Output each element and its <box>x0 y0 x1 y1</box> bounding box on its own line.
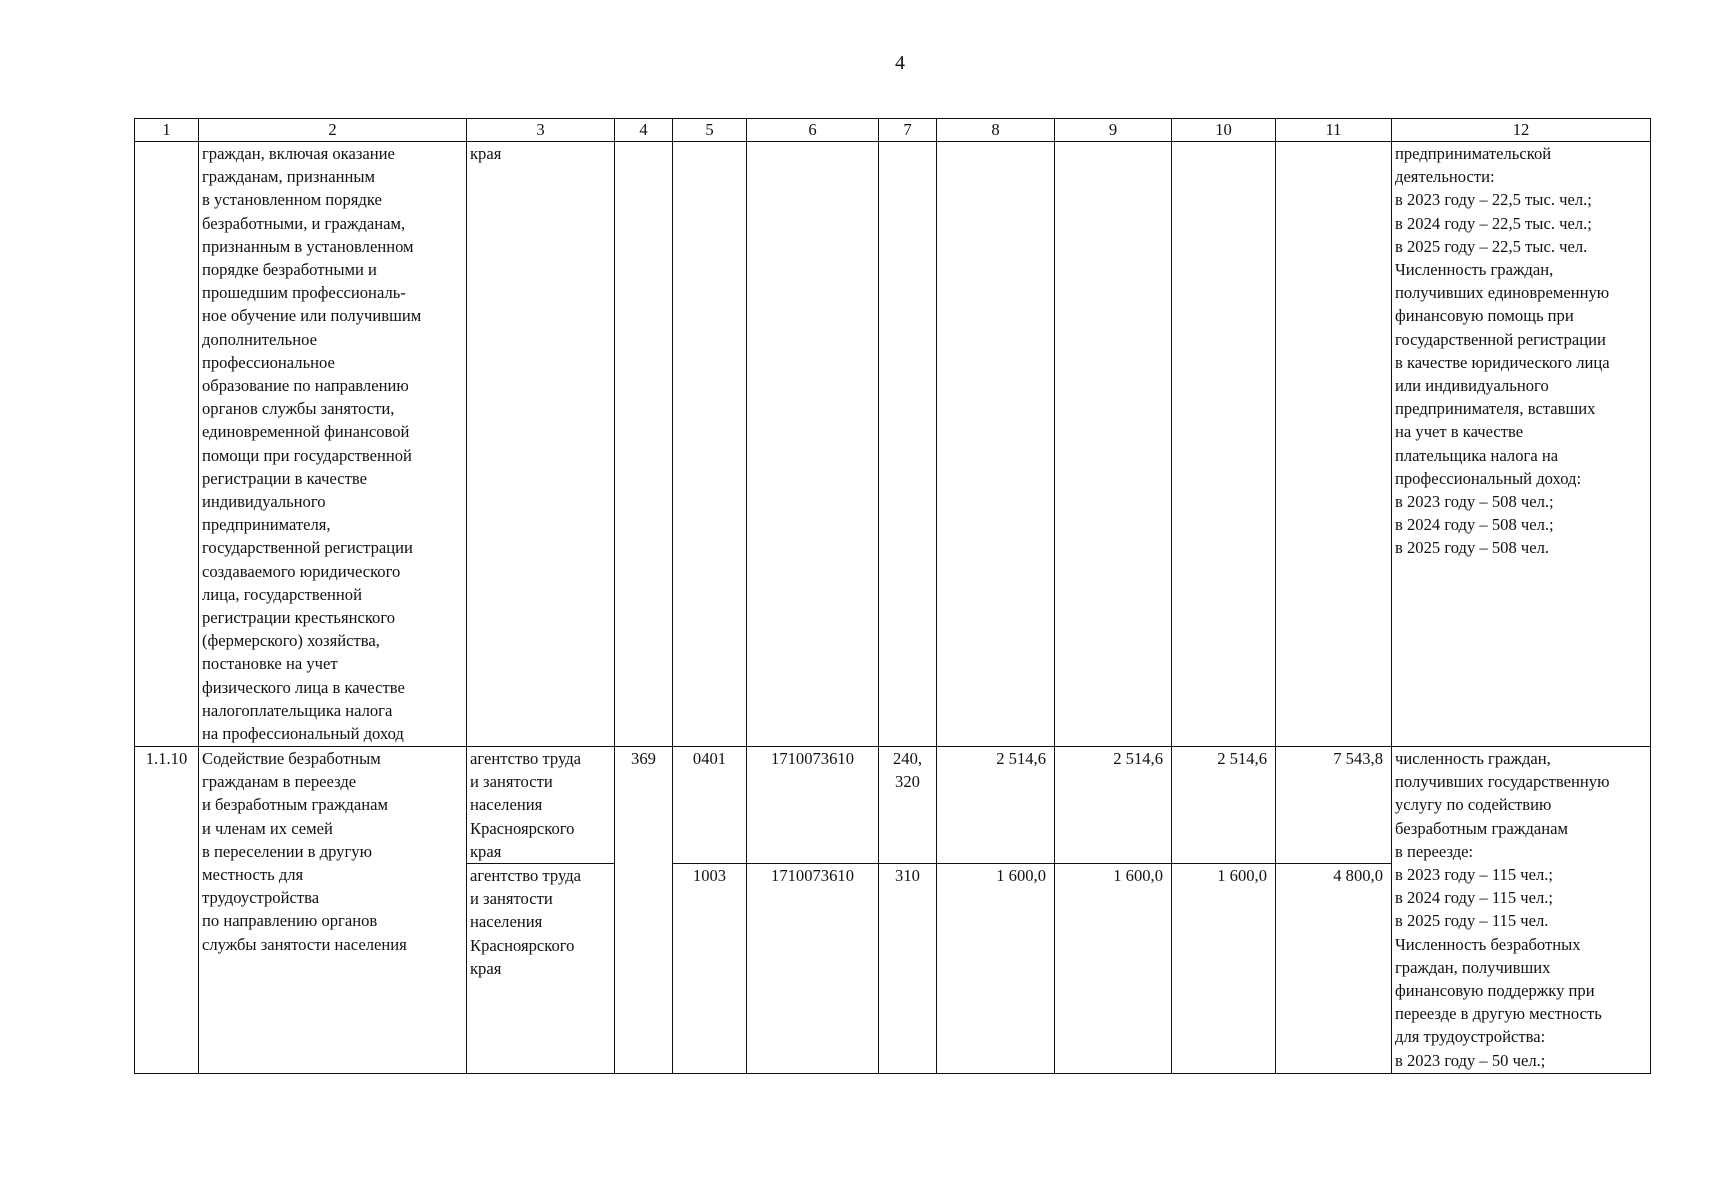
amount-2025-cell <box>1172 142 1276 747</box>
amount-2023-cell: 1 600,0 <box>937 864 1055 1074</box>
column-header: 9 <box>1055 119 1172 142</box>
vr-cell <box>879 142 937 747</box>
amount-2024-cell <box>1055 142 1172 747</box>
column-header: 11 <box>1276 119 1392 142</box>
amount-total-cell <box>1276 142 1392 747</box>
rzpr-cell: 0401 <box>673 747 747 864</box>
csr-cell: 1710073610 <box>747 747 879 864</box>
column-header: 10 <box>1172 119 1276 142</box>
measure-name-cell: граждан, включая оказание гражданам, признанным в установленном порядке безработными, и гражданам, признанным в установленном порядке безработными и прошедшим профессиональ- ное обучение или получившим дополнительное профессиональное образование по направлению органов службы занятости, единовременной финансовой помощи при государственной регистрации в качестве индивидуального предпринимателя, государственной регистрации создаваемого юридического лица, государственной регистрации крестьянского (фермерского) хозяйства, постановке на учет физического лица в качестве налогоплательщика налога на профессиональный доход <box>199 142 467 747</box>
grbs-cell: 369 <box>615 747 673 1074</box>
executor-cell: агентство труда и занятости населения Красноярского края <box>467 747 615 864</box>
measure-name-cell: Содействие безработным гражданам в переезде и безработным гражданам и членам их семей в переселении в другую местность для трудоустройства по направлению органов службы занятости населения <box>199 747 467 1074</box>
column-header: 3 <box>467 119 615 142</box>
table-row <box>135 142 1651 747</box>
csr-cell: 1710073610 <box>747 864 879 1074</box>
executor-cell: края <box>467 142 615 747</box>
budget-table <box>134 118 1651 1074</box>
amount-total-cell: 4 800,0 <box>1276 864 1392 1074</box>
amount-2024-cell: 1 600,0 <box>1055 864 1172 1074</box>
result-cell: численность граждан, получивших государственную услугу по содействию безработным гражданам в переезде: в 2023 году – 115 чел.; в 2024 году – 115 чел.; в 2025 году – 115 чел. Численность безработных граждан, получивших финансовую поддержку при переезде в другую местность для трудоустройства: в 2023 году – 50 чел.; <box>1392 747 1651 1074</box>
row-number-cell <box>135 142 199 747</box>
column-header: 5 <box>673 119 747 142</box>
executor-cell: агентство труда и занятости населения Красноярского края <box>467 864 615 1074</box>
column-header: 1 <box>135 119 199 142</box>
column-header: 12 <box>1392 119 1651 142</box>
amount-2025-cell: 2 514,6 <box>1172 747 1276 864</box>
rzpr-cell: 1003 <box>673 864 747 1074</box>
amount-2025-cell: 1 600,0 <box>1172 864 1276 1074</box>
column-header: 6 <box>747 119 879 142</box>
vr-cell: 240, 320 <box>879 747 937 864</box>
grbs-cell <box>615 142 673 747</box>
column-header: 8 <box>937 119 1055 142</box>
result-cell: предпринимательской деятельности: в 2023 году – 22,5 тыс. чел.; в 2024 году – 22,5 тыс. чел.; в 2025 году – 22,5 тыс. чел. Численность граждан, получивших единовременную финансовую помощь при государственной регистрации в качестве юридического лица или индивидуального предпринимателя, вставших на учет в качестве плательщика налога на профессиональный доход: в 2023 году – 508 чел.; в 2024 году – 508 чел.; в 2025 году – 508 чел. <box>1392 142 1651 747</box>
vr-cell: 310 <box>879 864 937 1074</box>
column-number-row <box>135 119 1651 142</box>
amount-2023-cell <box>937 142 1055 747</box>
row-number-cell: 1.1.10 <box>135 747 199 1074</box>
table-row <box>135 747 1651 864</box>
page-number: 4 <box>895 52 905 74</box>
column-header: 2 <box>199 119 467 142</box>
amount-2023-cell: 2 514,6 <box>937 747 1055 864</box>
rzpr-cell <box>673 142 747 747</box>
column-header: 4 <box>615 119 673 142</box>
amount-total-cell: 7 543,8 <box>1276 747 1392 864</box>
amount-2024-cell: 2 514,6 <box>1055 747 1172 864</box>
column-header: 7 <box>879 119 937 142</box>
csr-cell <box>747 142 879 747</box>
